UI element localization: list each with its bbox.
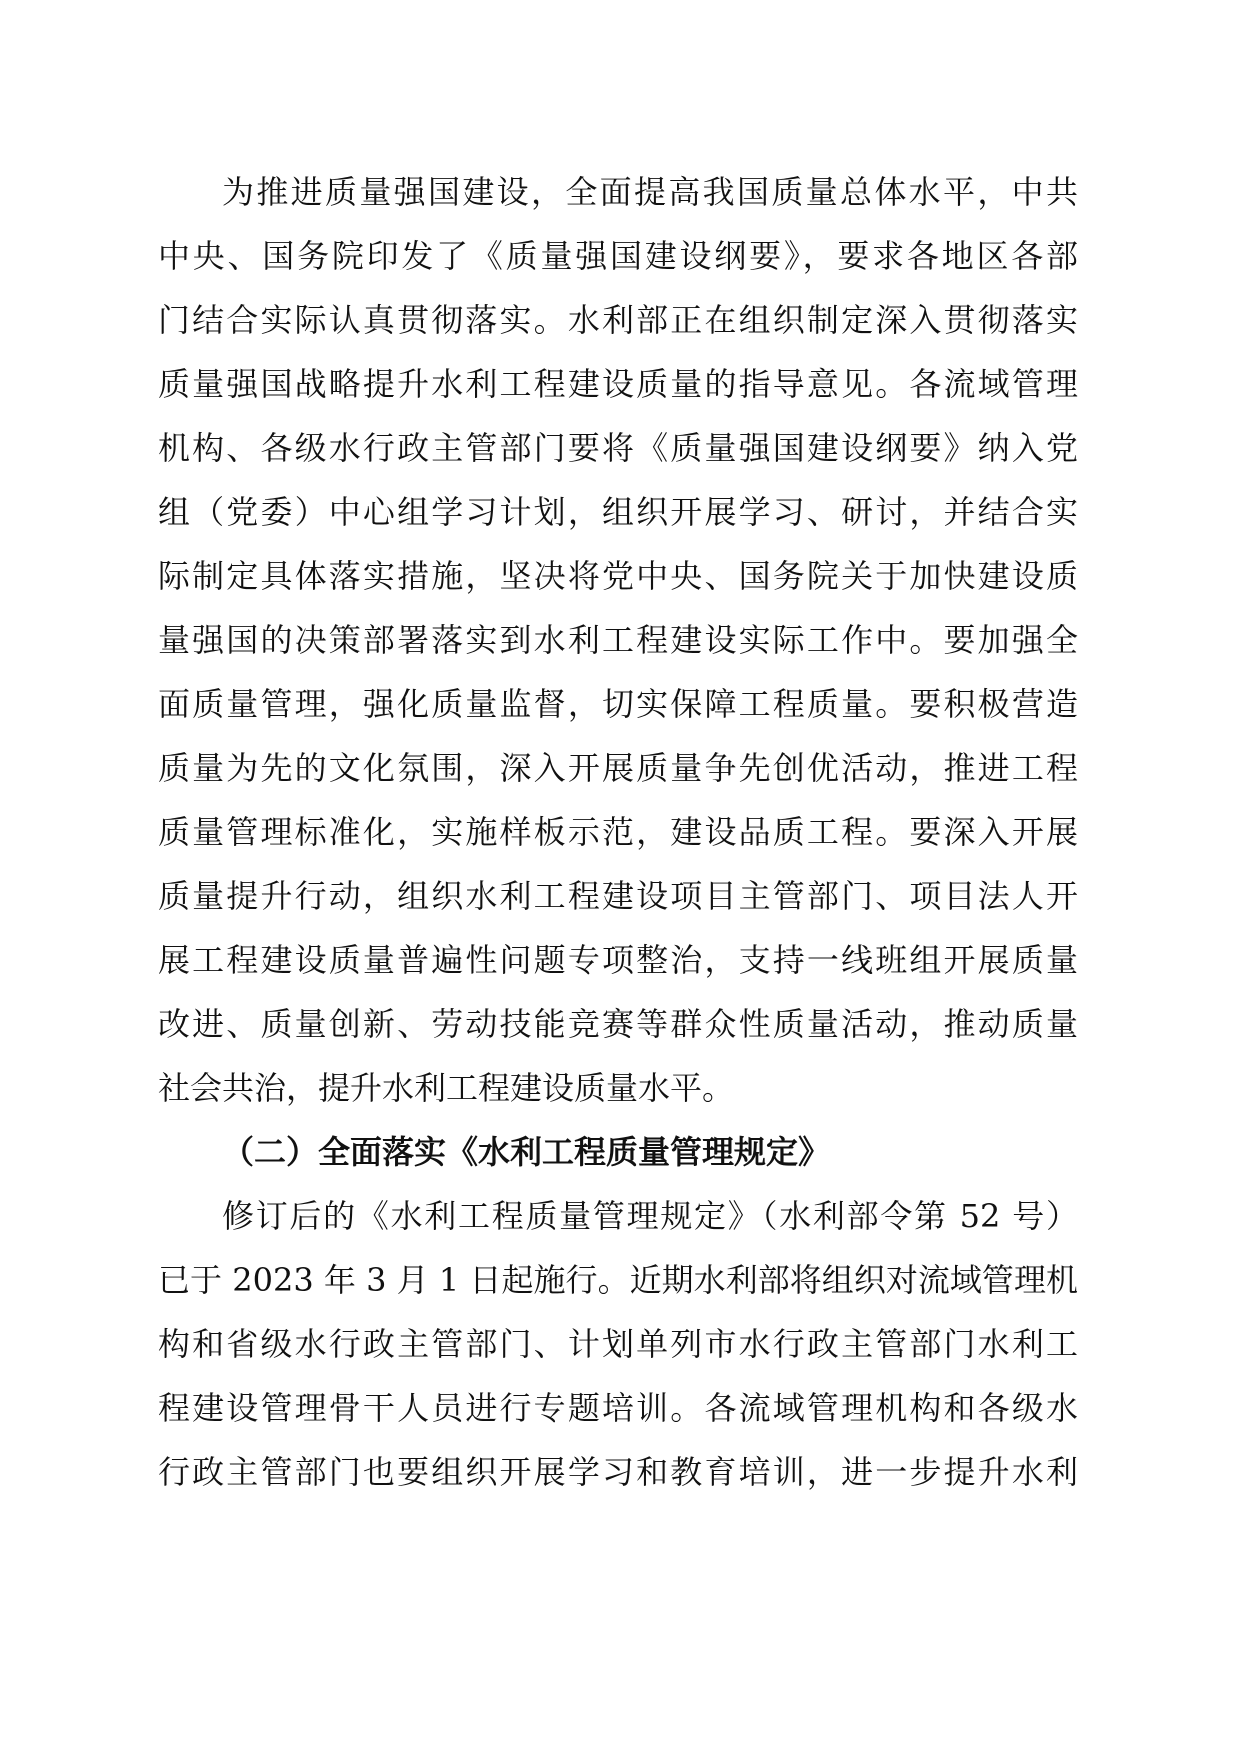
paragraph-1-line-14: 改进、质量创新、劳动技能竞赛等群众性质量活动，推动质量 <box>158 1005 1078 1043</box>
paragraph-1-line-10: 质量为先的文化氛围，深入开展质量争先创优活动，推进工程 <box>158 749 1078 787</box>
paragraph-1-line-15: 社会共治，提升水利工程建设质量水平。 <box>158 1069 735 1107</box>
paragraph-2-line-2: 已于 2023 年 3 月 1 日起施行。近期水利部将组织对流域管理机 <box>158 1261 1078 1299</box>
paragraph-1-line-2: 中央、国务院印发了《质量强国建设纲要》，要求各地区各部 <box>158 237 1078 275</box>
paragraph-1-line-7: 际制定具体落实措施，坚决将党中央、国务院关于加快建设质 <box>158 557 1078 595</box>
paragraph-1-line-1: 为推进质量强国建设，全面提高我国质量总体水平，中共 <box>222 173 1078 211</box>
paragraph-1-line-11: 质量管理标准化，实施样板示范，建设品质工程。要深入开展 <box>158 813 1078 851</box>
paragraph-2-line-5: 行政主管部门也要组织开展学习和教育培训，进一步提升水利 <box>158 1453 1078 1491</box>
paragraph-1-line-4: 质量强国战略提升水利工程建设质量的指导意见。各流域管理 <box>158 365 1078 403</box>
section-heading: （二）全面落实《水利工程质量管理规定》 <box>222 1133 831 1171</box>
paragraph-1-line-9: 面质量管理，强化质量监督，切实保障工程质量。要积极营造 <box>158 685 1078 723</box>
paragraph-1-line-13: 展工程建设质量普遍性问题专项整治，支持一线班组开展质量 <box>158 941 1078 979</box>
paragraph-2-line-3: 构和省级水行政主管部门、计划单列市水行政主管部门水利工 <box>158 1325 1078 1363</box>
paragraph-2-line-1: 修订后的《水利工程质量管理规定》（水利部令第 52 号） <box>222 1197 1078 1235</box>
paragraph-2-line-4: 程建设管理骨干人员进行专题培训。各流域管理机构和各级水 <box>158 1389 1078 1427</box>
paragraph-1-line-12: 质量提升行动，组织水利工程建设项目主管部门、项目法人开 <box>158 877 1078 915</box>
paragraph-1-line-5: 机构、各级水行政主管部门要将《质量强国建设纲要》纳入党 <box>158 429 1078 467</box>
paragraph-1-line-6: 组（党委）中心组学习计划，组织开展学习、研讨，并结合实 <box>158 493 1078 531</box>
paragraph-1-line-3: 门结合实际认真贯彻落实。水利部正在组织制定深入贯彻落实 <box>158 301 1078 339</box>
paragraph-1-line-8: 量强国的决策部署落实到水利工程建设实际工作中。要加强全 <box>158 621 1078 659</box>
